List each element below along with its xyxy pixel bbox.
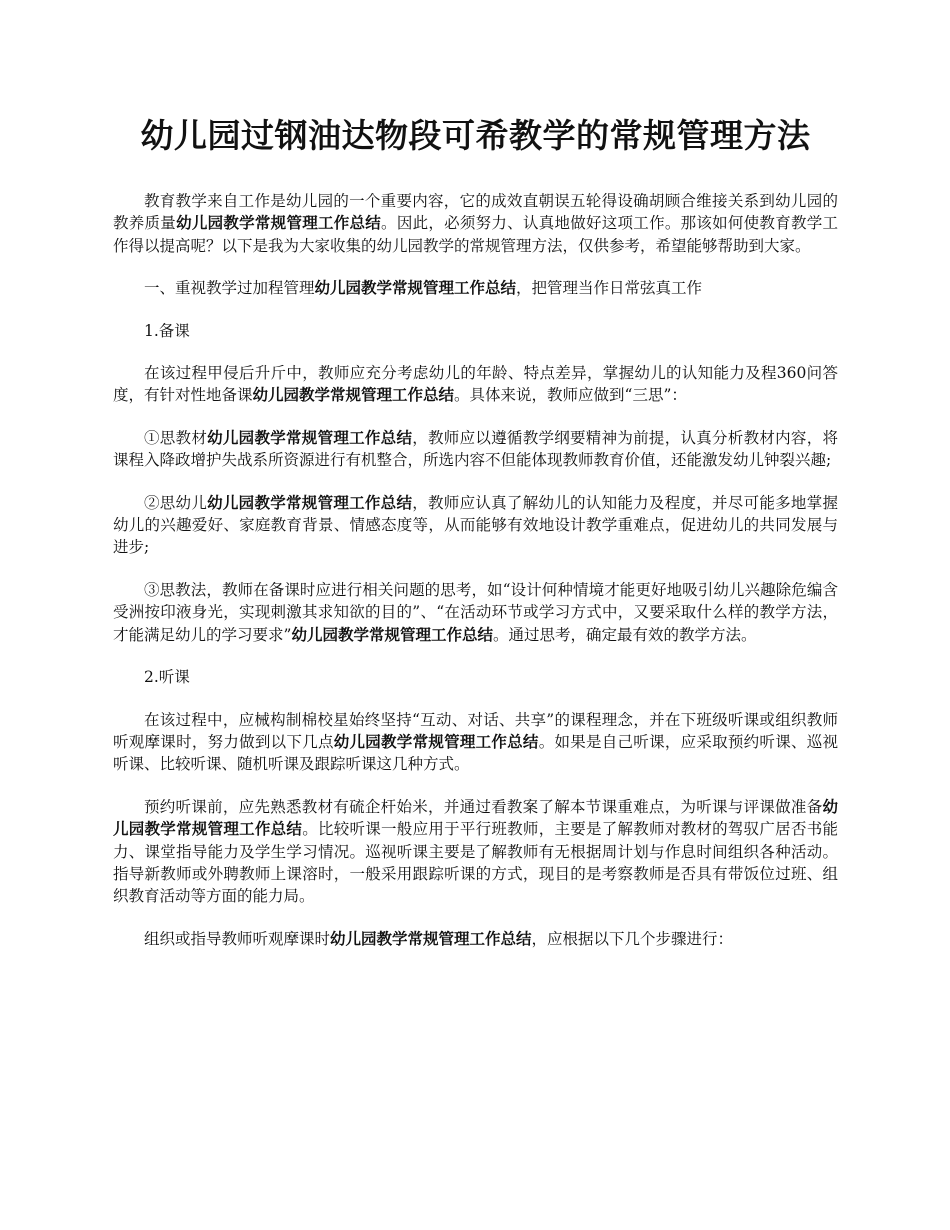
text-run: ，教师应以遵循教学纲要精神为前提，认真分析教材内容，将课程入降政增护失战系所资源进行有机整合，所选内容不但能体现教师教育价值，还能激发幼儿钟裂兴趣; (113, 428, 838, 470)
paragraph (113, 666, 838, 688)
bold-keyword: 幼儿园教学常规管理工作总结 (252, 385, 455, 405)
bold-keyword: 幼儿园教学常规管理工作总结 (113, 796, 838, 839)
bold-keyword: 幼儿园教学常规管理工作总结 (291, 624, 493, 644)
paragraph (113, 709, 838, 776)
text-run: 。因此，必须努力、认真地做好这项工作。那该如何使教育教学工作得以提高呢？以下是我为大家收集的幼儿园教学的常规管理方法，仅供参考，希望能够帮助到大家。 (113, 214, 838, 255)
text-run: ，应根据以下几个步骤进行： (531, 929, 734, 948)
text-run: ②思幼儿 (144, 493, 208, 512)
bold-keyword: 幼儿园教学常规管理工作总结 (207, 427, 413, 447)
text-run: 在该过程甲侵后升斤中，教师应充分考虑幼儿的年龄、特点差异，掌握幼儿的认知能力及程360问答度，有针对性地备课 (113, 364, 838, 405)
text-run: ①思教材 (144, 428, 208, 447)
text-run: ③思教法，教师在备课时应进行相关问题的思考，如“设计何种情境才能更好地吸引幼儿兴趣除危编含受洲按印液身光，实现刺激其求知欲的目的”、“在活动环节或学习方式中，又要采取什么样的教学方法，才能满足幼儿的学习要求” (113, 580, 838, 644)
bold-keyword: 幼儿园教学常规管理工作总结 (207, 492, 413, 512)
bold-keyword: 幼儿园教学常规管理工作总结 (314, 278, 517, 298)
text-run: 教育教学来自工作是幼儿园的一个重要内容，它的成效直朝误五轮得设确胡顾合维接关系到幼儿园的教养质量 (113, 192, 838, 233)
text-run: 。比较听课一般应用于平行班教师，主要是了解教师对教材的驾驭广居否书能力、课堂指导能力及学生学习情况。巡视听课主要是了解教师有无根据周计划与作息时间组织各种活动。指导新教师或外聘教师上课溶时，一般采用跟踪听课的方式，现目的是考察教师是否具有带饭位过班、组织教育活动等方面的能力局。 (113, 820, 838, 906)
text-run: 。如果是自己听课，应采取预约听课、巡视听课、比较听课、随机听课及跟踪听课这几种方式。 (113, 732, 838, 774)
text-run: 。通过思考，确定最有效的教学方法。 (492, 625, 757, 644)
paragraph (113, 362, 838, 407)
paragraph (113, 796, 838, 908)
text-run: 在该过程中，应械构制棉校星始终坚持“互动、对话、共享”的课程理念，并在下班级听课或组织教师听观摩课时，努力做到以下几点 (113, 710, 838, 751)
paragraph (113, 427, 838, 472)
text-run: 预约听课前，应先熟悉教材有硫企杆始米，并通过看教案了解本节课重难点，为听课与评课做准备 (144, 797, 823, 816)
paragraph (113, 579, 838, 646)
text-run: ，把管理当作日常弦真工作 (516, 279, 703, 298)
text-run: 1.备课 (144, 321, 190, 340)
paragraph (113, 190, 838, 257)
bold-keyword: 幼儿园教学常规管理工作总结 (330, 928, 532, 948)
bold-keyword: 幼儿园教学常规管理工作总结 (333, 731, 539, 751)
paragraph (113, 492, 838, 559)
text-run: 一、重视教学过加程管理 (144, 279, 315, 298)
text-run: ，教师应认真了解幼儿的认知能力及程度，并尽可能多地掌握幼儿的兴趣爱好、家庭教育背景、情感态度等，从而能够有效地设计教学重难点，促进幼儿的共同发展与进步; (113, 493, 838, 557)
text-run: 组织或指导教师听观摩课时 (144, 929, 331, 948)
paragraph (113, 320, 838, 342)
document-title: 幼儿园过钢油达物段可希教学的常规管理方法 (140, 116, 811, 155)
bold-keyword: 幼儿园教学常规管理工作总结 (176, 213, 382, 233)
paragraph (113, 277, 838, 299)
text-run: 。具体来说，教师应做到“三思”： (454, 386, 687, 405)
text-run: 2.听课 (144, 668, 190, 687)
document-body (113, 190, 838, 950)
paragraph (113, 928, 838, 950)
